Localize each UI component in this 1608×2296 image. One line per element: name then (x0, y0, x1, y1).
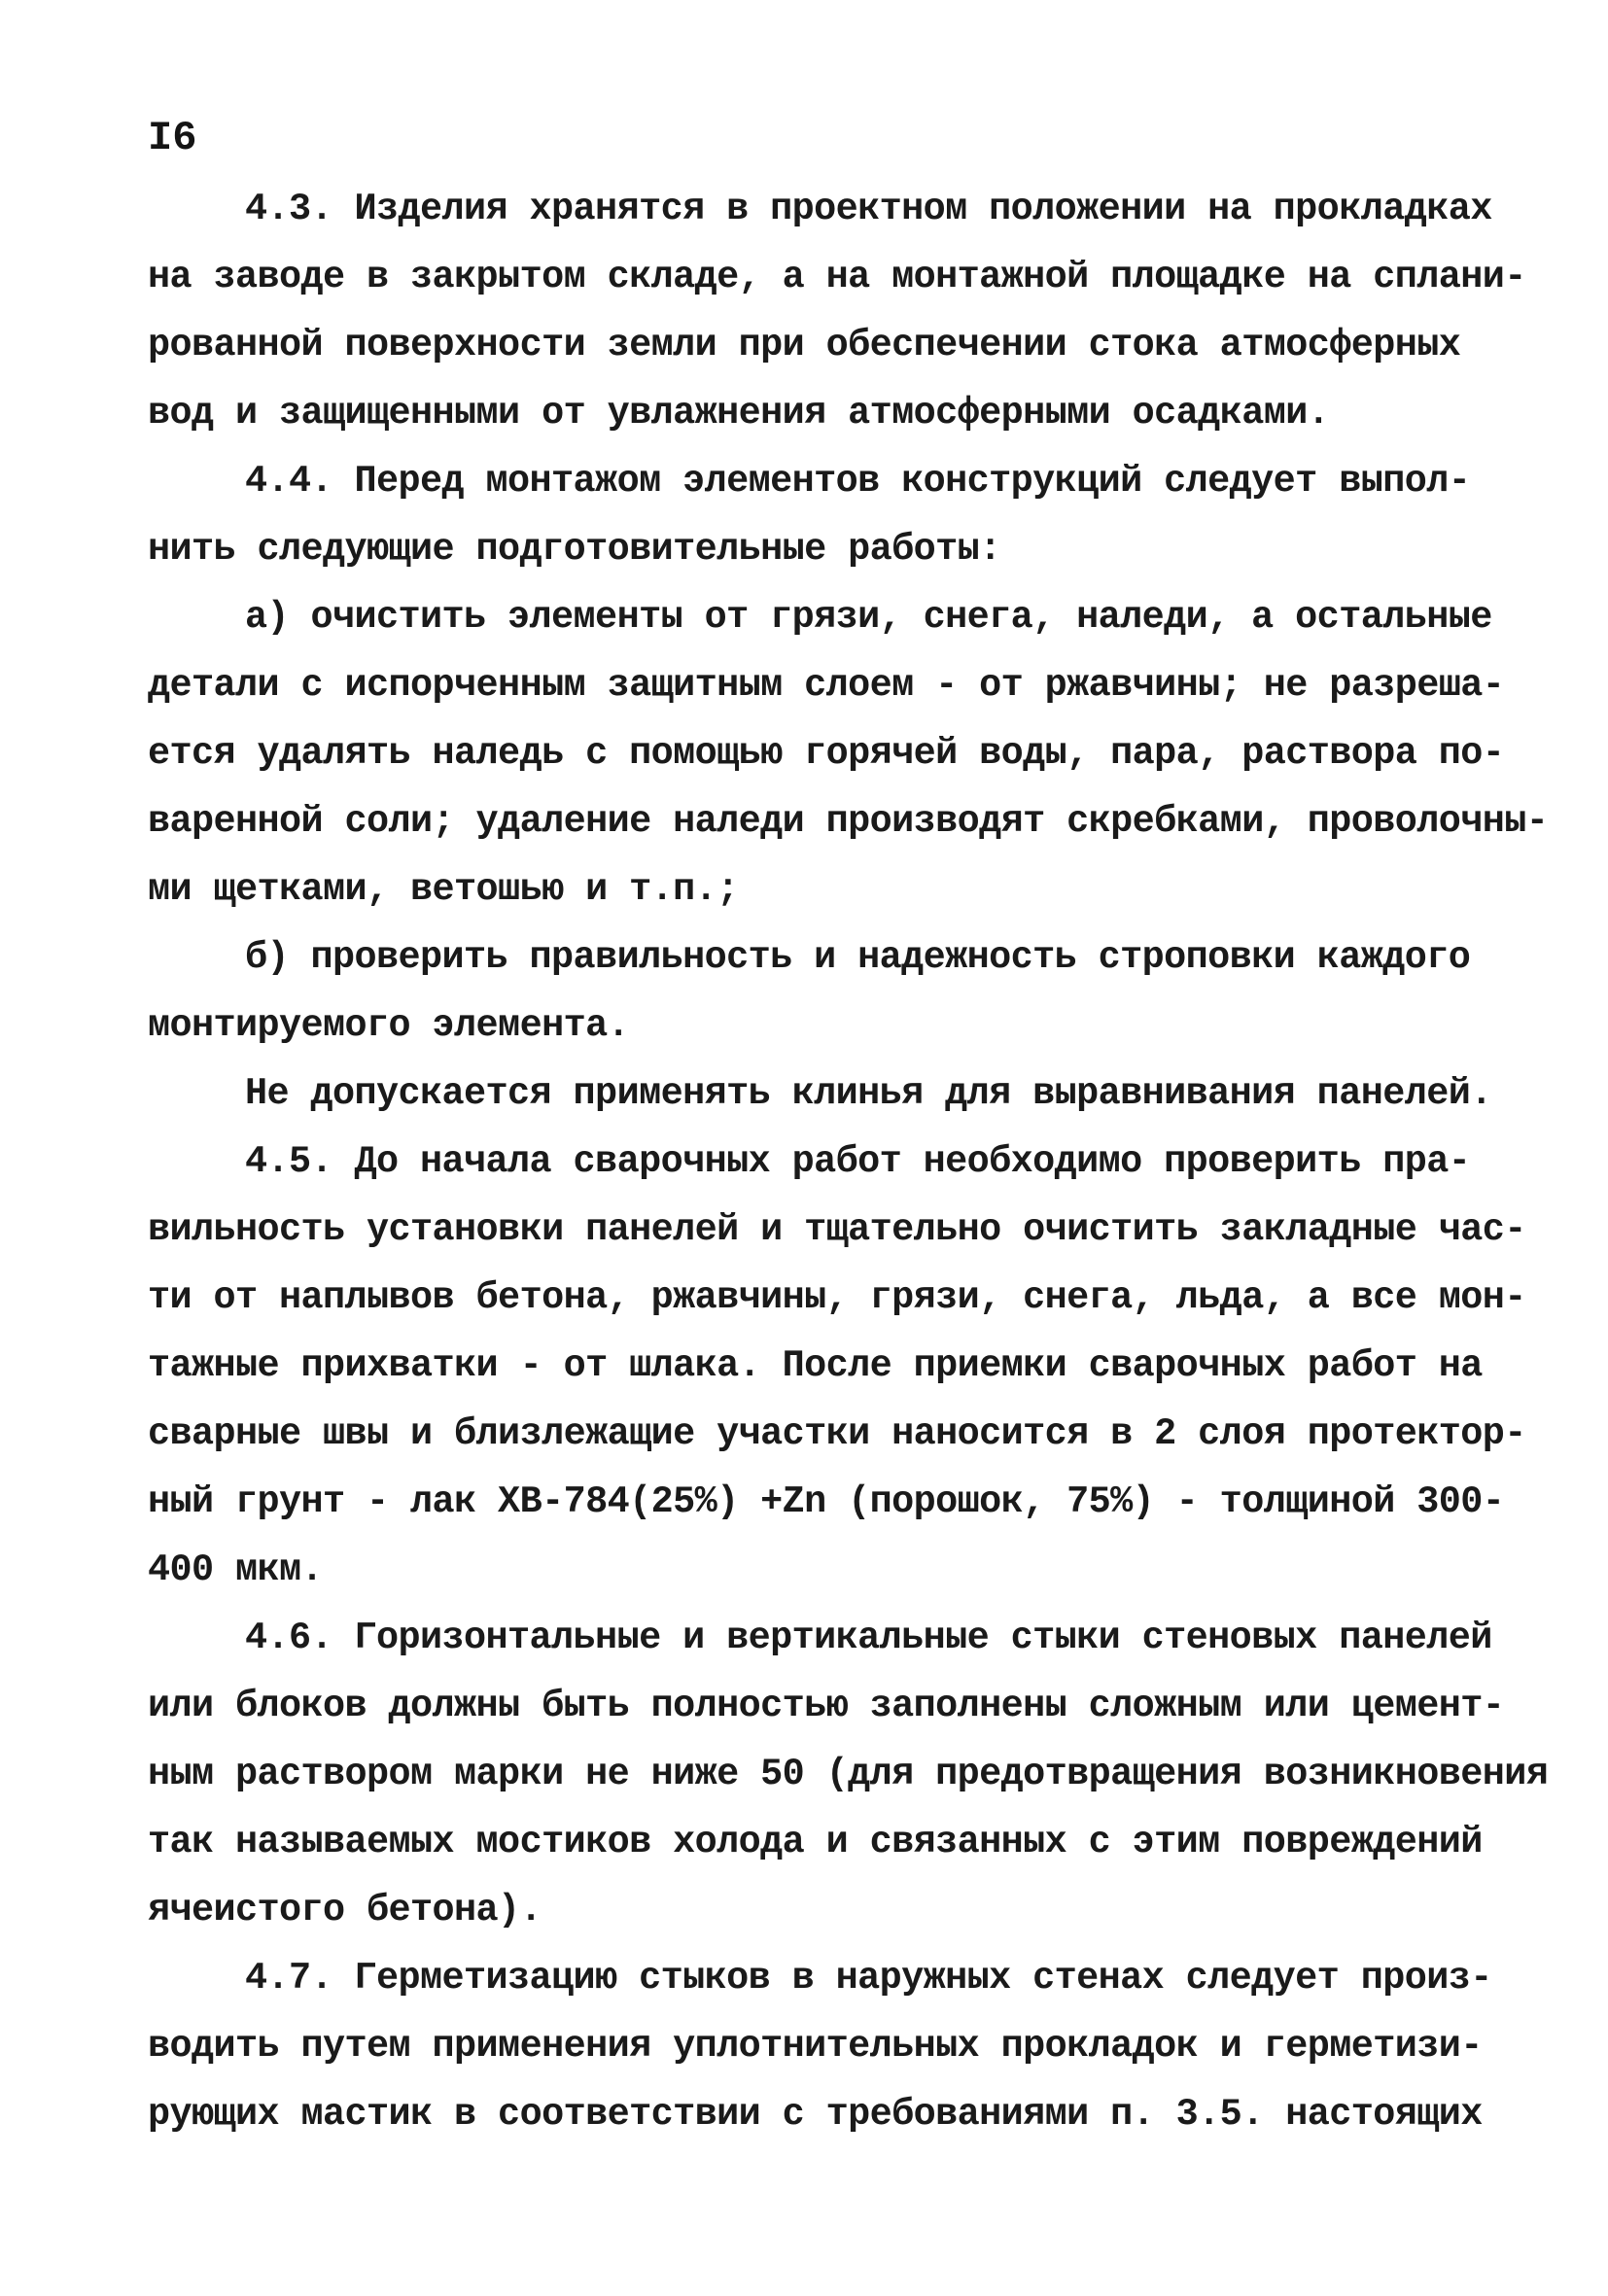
text-line: 400 мкм. (148, 1548, 324, 1591)
text-line: вод и защищенными от увлажнения атмосферными осадками. (148, 392, 1330, 435)
text-line: или блоков должны быть полностью заполнены сложным или цемент- (148, 1685, 1505, 1727)
text-line: тажные прихватки - от шлака. После приемки сварочных работ на (148, 1344, 1483, 1387)
text-line: 4.4. Перед монтажом элементов конструкций следует выпол- (245, 460, 1471, 503)
text-line: б) проверить правильность и надежность строповки каждого (245, 936, 1471, 979)
text-line: так называемых мостиков холода и связанных с этим повреждений (148, 1821, 1483, 1863)
text-line: 4.7. Герметизацию стыков в наружных стенах следует произ- (245, 1957, 1492, 2000)
text-line: монтируемого элемента. (148, 1004, 630, 1047)
text-line: ячеистого бетона). (148, 1889, 542, 1931)
text-line: водить путем применения уплотнительных прокладок и герметизи- (148, 2025, 1483, 2068)
text-line: нить следующие подготовительные работы: (148, 528, 1001, 571)
body-text (148, 175, 1549, 2148)
text-line: Не допускается применять клинья для выравнивания панелей. (245, 1072, 1492, 1115)
text-line: варенной соли; удаление наледи производят скребками, проволочны- (148, 800, 1549, 843)
text-line: рованной поверхности земли при обеспечении стока атмосферных (148, 324, 1461, 366)
text-line: ный грунт - лак ХВ-784(25%) +Zn (порошок, 75%) - толщиной 300- (148, 1480, 1505, 1523)
text-line: сварные швы и близлежащие участки наносится в 2 слоя протектор- (148, 1412, 1526, 1455)
text-line: на заводе в закрытом складе, а на монтажной площадке на сплани- (148, 256, 1526, 298)
text-line: детали с испорченным защитным слоем - от ржавчины; не разреша- (148, 664, 1505, 707)
text-line: ется удалять наледь с помощью горячей воды, пара, раствора по- (148, 732, 1505, 775)
page-number: I6 (148, 115, 197, 161)
text-line: рующих мастик в соответствии с требованиями п. 3.5. настоящих (148, 2093, 1483, 2136)
text-line: вильность установки панелей и тщательно очистить закладные час- (148, 1208, 1526, 1251)
text-line: 4.5. До начала сварочных работ необходимо проверить пра- (245, 1140, 1471, 1183)
text-line: 4.3. Изделия хранятся в проектном положении на прокладках (245, 188, 1492, 230)
text-line: ми щетками, ветошью и т.п.; (148, 868, 739, 911)
text-line: ти от наплывов бетона, ржавчины, грязи, снега, льда, а все мон- (148, 1276, 1526, 1319)
text-line: ным раствором марки не ниже 50 (для предотвращения возникновения (148, 1753, 1549, 1795)
text-line: 4.6. Горизонтальные и вертикальные стыки стеновых панелей (245, 1617, 1492, 1659)
text-line: а) очистить элементы от грязи, снега, наледи, а остальные (245, 596, 1492, 639)
